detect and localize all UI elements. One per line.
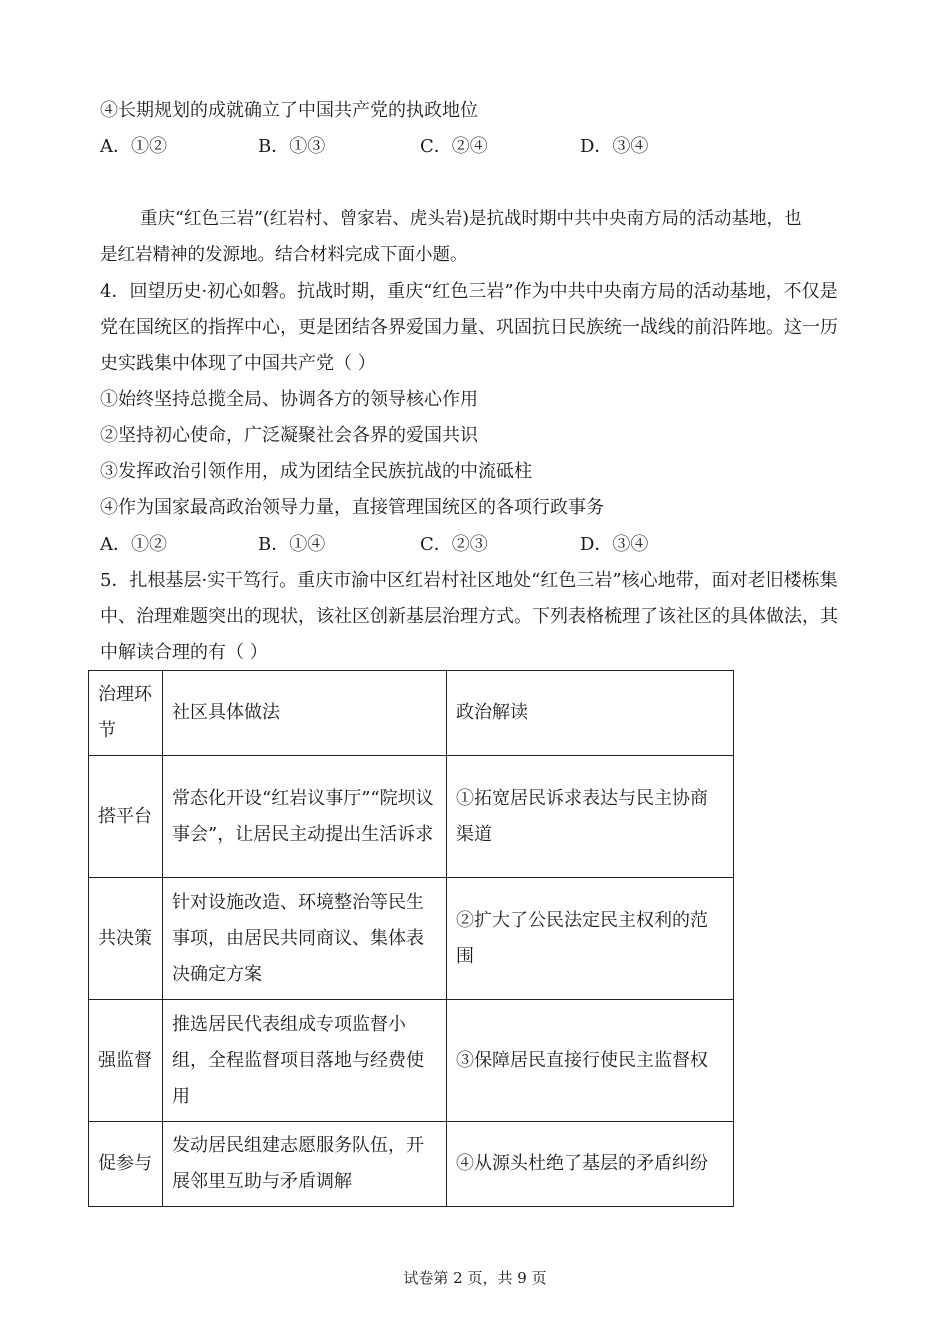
table-cell-practice: 常态化开设“红岩议事厅”“院坝议事会”，让居民主动提出生活诉求	[163, 756, 447, 878]
prev-option-d: D．③④	[580, 136, 649, 157]
page-footer: 试卷第 2 页，共 9 页	[403, 1269, 547, 1287]
prev-option-c: C．②④	[420, 136, 488, 157]
prev-option-a: A．①②	[100, 136, 167, 157]
q4-stem-line-1: 4．回望历史·初心如磐。抗战时期，重庆“红色三岩”作为中共中央南方局的活动基地，不仅是	[100, 281, 838, 302]
prev-option-b: B．①③	[258, 136, 326, 157]
table-header-cell: 治理环节	[89, 671, 163, 756]
table-header-cell: 政治解读	[447, 671, 734, 756]
table-header-row	[89, 671, 734, 756]
table-cell-practice: 推选居民代表组成专项监督小组，全程监督项目落地与经费使用	[163, 1000, 447, 1122]
table-cell-stage: 强监督	[89, 1000, 163, 1122]
table-cell-stage: 搭平台	[89, 756, 163, 878]
table-cell-stage: 促参与	[89, 1122, 163, 1207]
q4-option-a: A．①②	[100, 534, 167, 555]
table-header-cell: 社区具体做法	[163, 671, 447, 756]
table-row	[89, 1122, 734, 1207]
q5-stem-line-2: 中、治理难题突出的现状，该社区创新基层治理方式。下列表格梳理了该社区的具体做法，其	[100, 606, 838, 627]
table-row	[89, 1000, 734, 1122]
table-cell-stage: 共决策	[89, 878, 163, 1000]
q5-stem-line-1: 5．扎根基层·实干笃行。重庆市渝中区红岩村社区地处“红色三岩”核心地带，面对老旧楼栋集	[100, 570, 838, 591]
table-row	[89, 878, 734, 1000]
q5-stem-line-3: 中解读合理的有（ ）	[100, 642, 268, 663]
prev-options	[100, 135, 820, 159]
passage-line-2: 是红岩精神的发源地。结合材料完成下面小题。	[100, 245, 468, 265]
q4-statement-1: ①始终坚持总揽全局、协调各方的领导核心作用	[100, 389, 478, 410]
table-cell-interpretation: ②扩大了公民法定民主权利的范围	[447, 878, 734, 1000]
table-cell-practice: 针对设施改造、环境整治等民生事项，由居民共同商议、集体表决确定方案	[163, 878, 447, 1000]
q4-statement-4: ④作为国家最高政治领导力量，直接管理国统区的各项行政事务	[100, 497, 604, 518]
table-row	[89, 756, 734, 878]
q4-stem-line-2: 党在国统区的指挥中心，更是团结各界爱国力量、巩固抗日民族统一战线的前沿阵地。这一历	[100, 317, 838, 338]
prev-statement-4: ④长期规划的成就确立了中国共产党的执政地位	[100, 100, 478, 121]
governance-table	[88, 670, 734, 1207]
table-cell-practice: 发动居民组建志愿服务队伍，开展邻里互助与矛盾调解	[163, 1122, 447, 1207]
table-cell-interpretation: ①拓宽居民诉求表达与民主协商渠道	[447, 756, 734, 878]
q4-options	[100, 533, 820, 557]
q4-stem-line-3: 史实践集中体现了中国共产党（ ）	[100, 353, 376, 374]
q4-option-b: B．①④	[258, 534, 326, 555]
q4-option-c: C．②③	[420, 534, 488, 555]
table-cell-interpretation: ③保障居民直接行使民主监督权	[447, 1000, 734, 1122]
table-cell-interpretation: ④从源头杜绝了基层的矛盾纠纷	[447, 1122, 734, 1207]
passage-line-1: 重庆“红色三岩”(红岩村、曾家岩、虎头岩)是抗战时期中共中央南方局的活动基地，也	[140, 209, 802, 229]
q4-statement-2: ②坚持初心使命，广泛凝聚社会各界的爱国共识	[100, 425, 478, 446]
q4-statement-3: ③发挥政治引领作用，成为团结全民族抗战的中流砥柱	[100, 461, 532, 482]
q4-option-d: D．③④	[580, 534, 649, 555]
